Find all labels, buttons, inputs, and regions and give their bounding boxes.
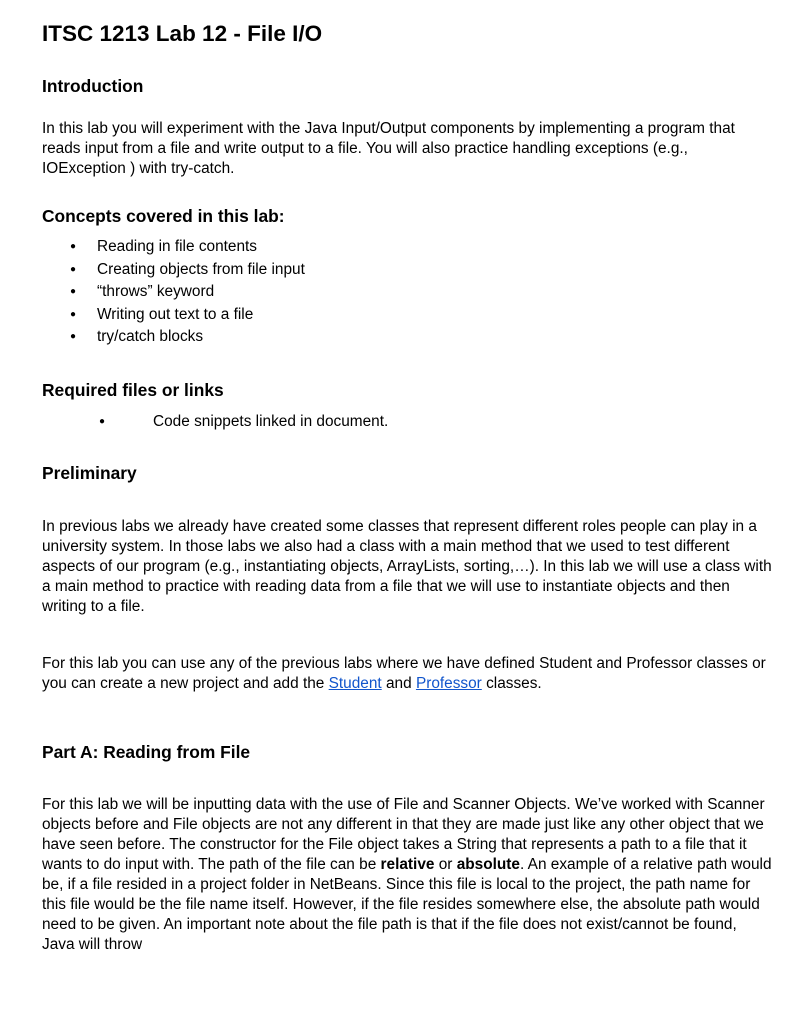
part-a-paragraph xyxy=(42,795,772,955)
required-files-heading: Required files or links xyxy=(42,380,224,400)
required-files-list xyxy=(42,411,388,434)
text-run: classes. xyxy=(481,675,542,692)
preliminary-heading: Preliminary xyxy=(42,463,137,483)
document-title: ITSC 1213 Lab 12 - File I/O xyxy=(42,21,323,46)
preliminary-paragraph: In previous labs we already have created some classes that represent different roles people can play in a university system. In those labs we also had a class with a main method that we used to test different aspects of our program (e.g., instantiating objects, ArrayLists, sorting,…). In this lab we will use a class with a main method to practice with reading data from a file that we will use to instantiate objects and then writing to a file. xyxy=(42,518,772,615)
text-run: . An example of a relative path would be, if a file resided in a project folder in NetBeans. Since this file is local to the project, the path name for this file would be the file name itself. However, if the file resides somewhere else, the absolute path would need to be given. An important note about the file path is that if the file does not exist/cannot be found, Java will throw xyxy=(42,856,772,953)
text-run: or xyxy=(434,856,457,873)
introduction-paragraph: In this lab you will experiment with the Java Input/Output components by implementing a program that reads input from a file and write output to a file. You will also practice handling exceptions (e.g., IOException ) with try-catch. xyxy=(42,120,735,177)
list-item: ● “throws” keyword xyxy=(42,281,305,304)
text-run: For this lab we will be inputting data with the use of File and Scanner Objects. We’ve worked with Scanner objects before and File objects are not any different in that they are made just like any other object that we have seen before. The constructor for the File object takes a String that represents a path to a file that it wants to do input with. The path of the file can be xyxy=(42,796,765,873)
list-item: ● Reading in file contents xyxy=(42,236,305,259)
list-item: ● Code snippets linked in document. xyxy=(42,411,388,434)
student-link[interactable]: Student xyxy=(328,675,382,692)
preliminary-paragraph-links xyxy=(42,654,772,694)
introduction-heading: Introduction xyxy=(42,76,144,96)
list-item: ● Creating objects from file input xyxy=(42,259,305,282)
professor-link[interactable]: Professor xyxy=(415,675,482,692)
concepts-heading: Concepts covered in this lab: xyxy=(42,206,285,226)
list-item: ● Writing out text to a file xyxy=(42,304,305,327)
list-item: ● try/catch blocks xyxy=(42,326,305,349)
text-run: and xyxy=(381,675,416,692)
absolute-term: absolute xyxy=(456,856,520,873)
text-run: For this lab you can use any of the previous labs where we have defined Student and Professor classes or you can create a new project and add the xyxy=(42,655,766,692)
concepts-list xyxy=(42,236,305,349)
part-a-heading: Part A: Reading from File xyxy=(42,742,251,762)
relative-term: relative xyxy=(380,856,435,873)
